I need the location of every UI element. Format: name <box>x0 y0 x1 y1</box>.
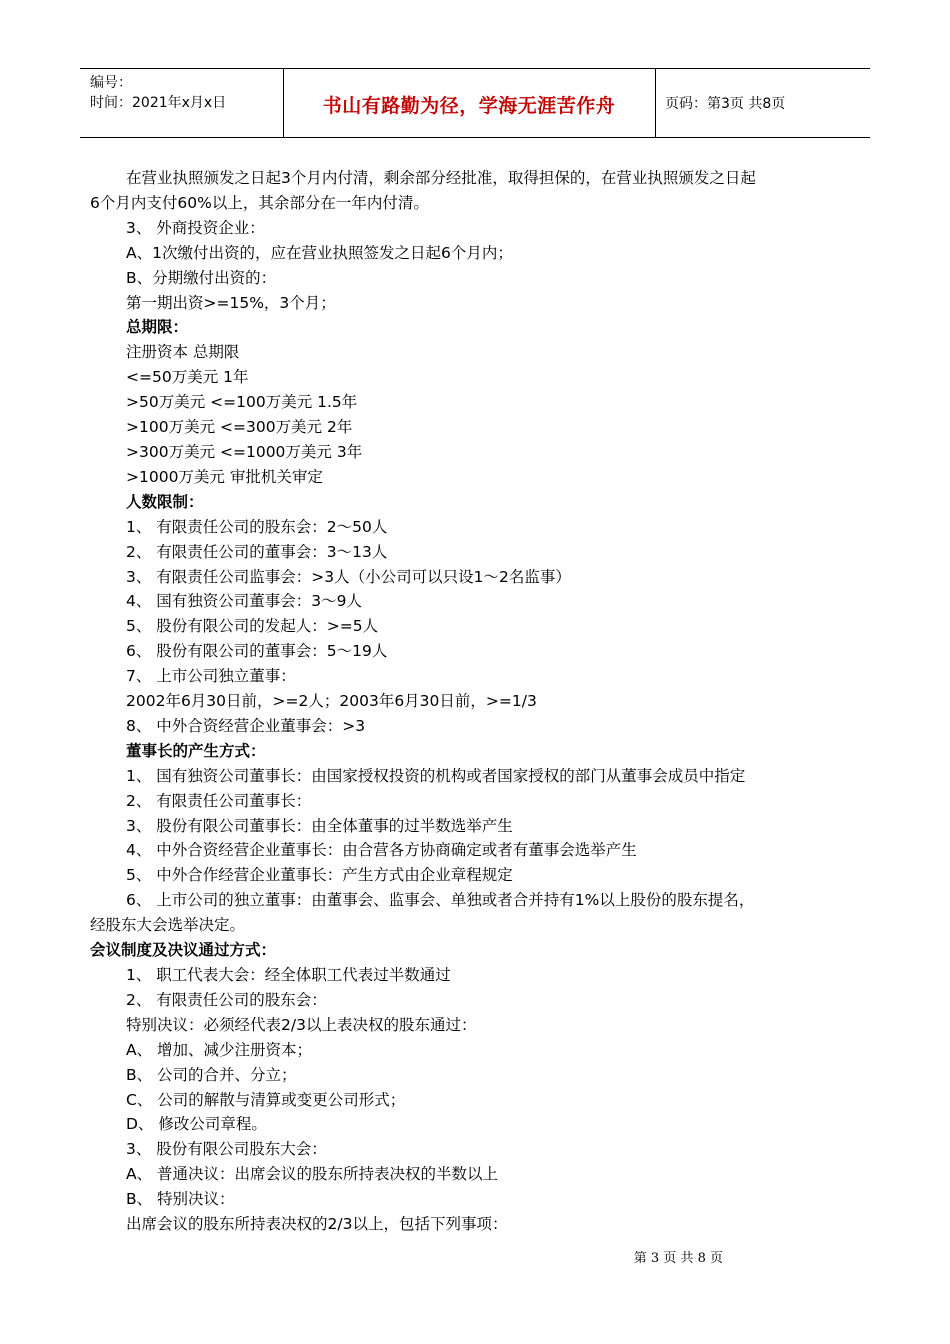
text-line: 6、 股份有限公司的董事会：5～19人 <box>126 642 388 661</box>
header-motto: 书山有路勤为径，学海无涯苦作舟 <box>322 95 616 117</box>
header-divider-right <box>655 69 656 137</box>
text-line: D、 修改公司章程。 <box>126 1115 267 1134</box>
text-line: 1、 职工代表大会：经全体职工代表过半数通过 <box>126 966 451 984</box>
text-line: 出席会议的股东所持表决权的2/3以上，包括下列事项： <box>126 1215 508 1234</box>
text-line: A、 增加、减少注册资本； <box>126 1040 313 1059</box>
text-line: 2、 有限责任公司的股东会： <box>126 990 327 1009</box>
text-line: C、 公司的解散与清算或变更公司形式； <box>126 1090 406 1109</box>
text-line: <=50万美元 1年 <box>126 368 249 387</box>
text-line: 3、 股份有限公司股东大会： <box>126 1140 327 1159</box>
text-line: >50万美元 <=100万美元 1.5年 <box>126 393 358 412</box>
text-line: 8、 中外合资经营企业董事会：>3 <box>126 716 366 735</box>
document-date: 时间：2021年x月x日 <box>90 95 227 111</box>
text-line: 4、 国有独资公司董事会：3～9人 <box>126 592 363 611</box>
section-heading: 会议制度及决议通过方式： <box>90 941 277 960</box>
text-line: 6个月内支付60%以上，其余部分在一年内付清。 <box>90 193 429 212</box>
text-line: 2、 有限责任公司的董事会：3～13人 <box>126 542 388 561</box>
text-line: >1000万美元 审批机关审定 <box>126 467 323 486</box>
header-meta <box>90 73 226 113</box>
text-line: B、 特别决议： <box>126 1190 235 1209</box>
text-line: 3、 有限责任公司监事会：>3人（小公司可以只设1～2名监事） <box>126 567 571 586</box>
text-line: 4、 中外合资经营企业董事长：由合营各方协商确定或者有董事会选举产生 <box>126 841 637 860</box>
text-line: 第一期出资>=15%，3个月； <box>126 293 336 312</box>
section-heading: 人数限制： <box>126 492 204 511</box>
text-line: 5、 中外合作经营企业董事长：产生方式由企业章程规定 <box>126 866 513 885</box>
text-line: 2、 有限责任公司董事长： <box>126 791 312 810</box>
text-line: 在营业执照颁发之日起3个月内付清，剩余部分经批准，取得担保的，在营业执照颁发之日起 <box>126 169 756 187</box>
document-number-label: 编号： <box>90 75 132 91</box>
text-line: >100万美元 <=300万美元 2年 <box>126 418 353 437</box>
text-line: >300万美元 <=1000万美元 3年 <box>126 442 363 461</box>
section-heading: 董事长的产生方式： <box>126 741 266 760</box>
header-page-info: 页码：第3页 共8页 <box>665 96 786 112</box>
page-header <box>80 68 870 138</box>
text-line: 3、 外商投资企业： <box>126 218 265 237</box>
text-line: A、1次缴付出资的，应在营业执照签发之日起6个月内； <box>126 243 513 262</box>
document-body <box>90 166 870 1237</box>
section-heading: 总期限： <box>126 318 189 337</box>
text-line: 经股东大会选举决定。 <box>90 916 246 935</box>
text-line: 7、 上市公司独立董事： <box>126 667 296 686</box>
text-line: 6、 上市公司的独立董事：由董事会、监事会、单独或者合并持有1%以上股份的股东提名， <box>126 891 755 910</box>
text-line: 2002年6月30日前，>=2人；2003年6月30日前，>=1/3 <box>126 692 537 711</box>
text-line: A、 普通决议：出席会议的股东所持表决权的半数以上 <box>126 1165 499 1184</box>
text-line: 5、 股份有限公司的发起人：>=5人 <box>126 617 379 636</box>
text-line: 1、 有限责任公司的股东会：2～50人 <box>126 517 388 536</box>
text-line: 特别决议：必须经代表2/3以上表决权的股东通过： <box>126 1015 477 1034</box>
page-footer: 第 3 页 共 8 页 <box>633 1251 723 1266</box>
text-line: 3、 股份有限公司董事长：由全体董事的过半数选举产生 <box>126 816 513 835</box>
text-line: B、 公司的合并、分立； <box>126 1065 297 1084</box>
text-line: B、分期缴付出资的： <box>126 268 277 287</box>
text-line: 1、 国有独资公司董事长：由国家授权投资的机构或者国家授权的部门从董事会成员中指定 <box>126 766 746 785</box>
text-line: 注册资本 总期限 <box>126 343 240 362</box>
